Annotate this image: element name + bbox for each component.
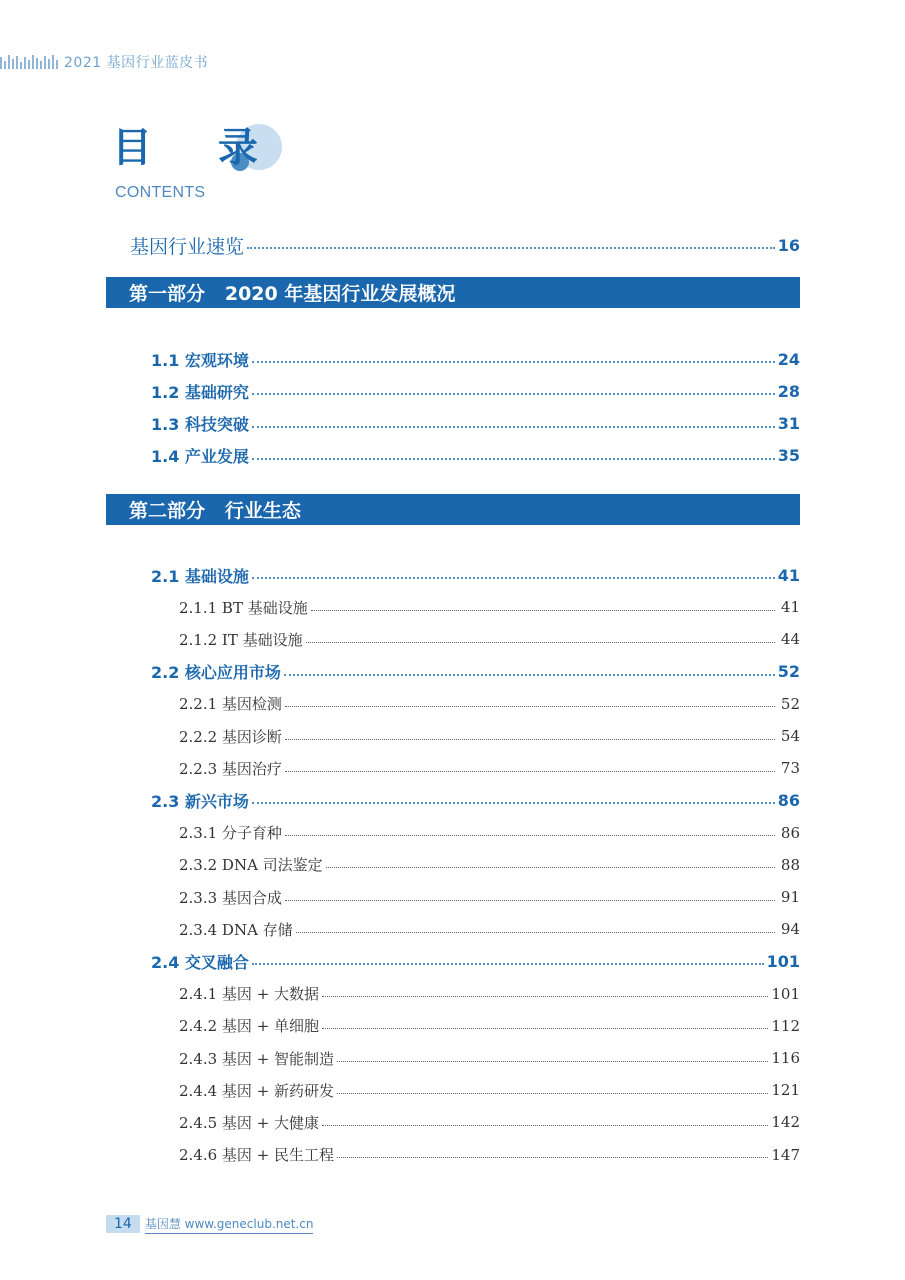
toc-entry-page: 86 xyxy=(777,790,800,810)
dot-leader xyxy=(326,867,775,868)
toc-entry-label: 2.4.3 基因 + 智能制造 xyxy=(179,1049,335,1068)
toc-entry-page: 112 xyxy=(771,1016,800,1035)
toc-entry[interactable] xyxy=(151,411,800,437)
header-bars-decoration xyxy=(0,55,58,69)
dot-leader xyxy=(285,739,775,740)
toc-entry[interactable] xyxy=(179,884,800,910)
toc-entry-label: 2.4.4 基因 + 新药研发 xyxy=(179,1081,335,1100)
toc-entry[interactable] xyxy=(179,981,800,1007)
toc-entry-page: 41 xyxy=(777,565,800,585)
toc-entry-label: 1.1 宏观环境 xyxy=(151,350,249,370)
toc-entry[interactable] xyxy=(179,755,800,781)
toc-entry[interactable] xyxy=(151,659,800,685)
toc-entry-page: 31 xyxy=(777,414,800,434)
toc-entry-label: 2.3.2 DNA 司法鉴定 xyxy=(179,856,323,875)
part-title: 第二部分 行业生态 xyxy=(129,500,301,522)
page-footer xyxy=(106,1213,313,1235)
toc-entry-page: 73 xyxy=(780,759,800,778)
dot-leader xyxy=(337,1093,768,1094)
toc-entry-label: 2.3 新兴市场 xyxy=(151,791,249,811)
dot-leader xyxy=(285,835,775,836)
toc-entry-label: 2.3.3 基因合成 xyxy=(179,888,282,907)
dot-leader xyxy=(252,393,775,395)
dot-leader xyxy=(306,642,775,643)
toc-entry-page: 147 xyxy=(771,1145,800,1164)
toc-entry-page: 101 xyxy=(771,984,800,1003)
toc-entry-page: 142 xyxy=(771,1113,800,1132)
toc-entry[interactable] xyxy=(179,852,800,878)
toc-entry[interactable] xyxy=(179,1077,800,1103)
toc-entry-page: 94 xyxy=(780,920,800,939)
page-number: 14 xyxy=(106,1215,140,1233)
running-header xyxy=(0,50,208,74)
dot-leader xyxy=(322,996,768,997)
dot-leader xyxy=(285,771,775,772)
dot-leader xyxy=(285,706,775,707)
toc-entry-page: 52 xyxy=(780,694,800,713)
toc-entry[interactable] xyxy=(179,1045,800,1071)
toc-entry-page: 35 xyxy=(777,446,800,466)
toc-entry[interactable] xyxy=(151,443,800,469)
toc-entry[interactable] xyxy=(151,346,800,372)
toc-entry-label: 基因行业速览 xyxy=(130,235,245,258)
toc-entry-label: 1.2 基础研究 xyxy=(151,382,249,402)
toc-entry[interactable] xyxy=(179,594,800,620)
dot-leader xyxy=(284,674,775,676)
toc-entry-page: 88 xyxy=(780,855,800,874)
toc-entry[interactable] xyxy=(179,916,800,942)
toc-entry-label: 2.2.2 基因诊断 xyxy=(179,727,282,746)
toc-entry-page: 54 xyxy=(780,727,800,745)
toc-entry[interactable] xyxy=(179,626,800,652)
dot-leader xyxy=(252,458,775,460)
toc-entry-label: 2.3.1 分子育种 xyxy=(179,824,282,843)
dot-leader xyxy=(311,610,775,611)
footer-site: 基因慧 www.geneclub.net.cn xyxy=(145,1215,314,1234)
page-subtitle: CONTENTS xyxy=(115,184,206,201)
toc-entry-label: 2.4 交叉融合 xyxy=(151,952,249,972)
toc-entry-page: 116 xyxy=(771,1049,800,1067)
toc-entry[interactable] xyxy=(151,948,800,974)
dot-leader xyxy=(252,577,775,579)
toc-entry-label: 1.3 科技突破 xyxy=(151,415,249,435)
toc-entry[interactable] xyxy=(179,723,800,749)
toc-entry-page: 86 xyxy=(780,823,800,842)
toc-entry-overview[interactable] xyxy=(130,232,800,258)
toc-entry-page: 44 xyxy=(780,630,800,649)
toc-entry[interactable] xyxy=(151,787,800,813)
dot-leader xyxy=(337,1157,768,1158)
toc-entry-label: 2.1.2 IT 基础设施 xyxy=(179,630,303,649)
toc-entry-page: 101 xyxy=(766,951,800,971)
dot-leader xyxy=(247,247,775,249)
toc-entry[interactable] xyxy=(179,1109,800,1135)
toc-entry-label: 2.4.5 基因 + 大健康 xyxy=(179,1113,320,1132)
toc-entry-page: 121 xyxy=(771,1081,800,1100)
toc-entry-label: 2.2.3 基因治疗 xyxy=(179,759,282,778)
toc-entry[interactable] xyxy=(151,562,800,588)
dot-leader xyxy=(252,802,775,804)
toc-entry-label: 2.2.1 基因检测 xyxy=(179,695,282,714)
toc-entry-label: 2.1.1 BT 基础设施 xyxy=(179,598,308,617)
toc-entry[interactable] xyxy=(179,820,800,846)
dot-leader xyxy=(252,963,764,965)
toc-entry-page: 28 xyxy=(777,381,800,401)
toc-entry[interactable] xyxy=(179,1142,800,1168)
dot-leader xyxy=(322,1028,768,1029)
part-title: 第一部分 2020 年基因行业发展概况 xyxy=(129,283,456,305)
toc-entry-label: 2.4.6 基因 + 民生工程 xyxy=(179,1146,335,1165)
part-banner xyxy=(106,494,800,525)
part-banner xyxy=(106,277,800,308)
toc-entry-label: 2.4.1 基因 + 大数据 xyxy=(179,985,320,1004)
page-title: 目 录 xyxy=(112,125,284,171)
header-title: 2021 基因行业蓝皮书 xyxy=(64,55,209,71)
toc-entry-page: 24 xyxy=(777,349,800,369)
toc-entry-page: 91 xyxy=(780,888,800,906)
dot-leader xyxy=(337,1061,768,1062)
toc-entry[interactable] xyxy=(151,378,800,404)
toc-entry-label: 2.2 核心应用市场 xyxy=(151,663,281,683)
toc-entry-label: 1.4 产业发展 xyxy=(151,447,249,467)
dot-leader xyxy=(285,900,775,901)
toc-entry[interactable] xyxy=(179,691,800,717)
dot-leader xyxy=(252,361,775,363)
toc-entry-label: 2.1 基础设施 xyxy=(151,566,249,586)
toc-entry-label: 2.3.4 DNA 存储 xyxy=(179,920,293,939)
toc-entry-page: 16 xyxy=(777,235,800,255)
toc-entry-label: 2.4.2 基因 + 单细胞 xyxy=(179,1017,320,1036)
toc-entry-page: 52 xyxy=(777,662,800,682)
dot-leader xyxy=(296,932,775,933)
dot-leader xyxy=(322,1125,768,1126)
dot-leader xyxy=(252,426,775,428)
toc-entry[interactable] xyxy=(179,1013,800,1039)
toc-entry-page: 41 xyxy=(780,598,800,617)
